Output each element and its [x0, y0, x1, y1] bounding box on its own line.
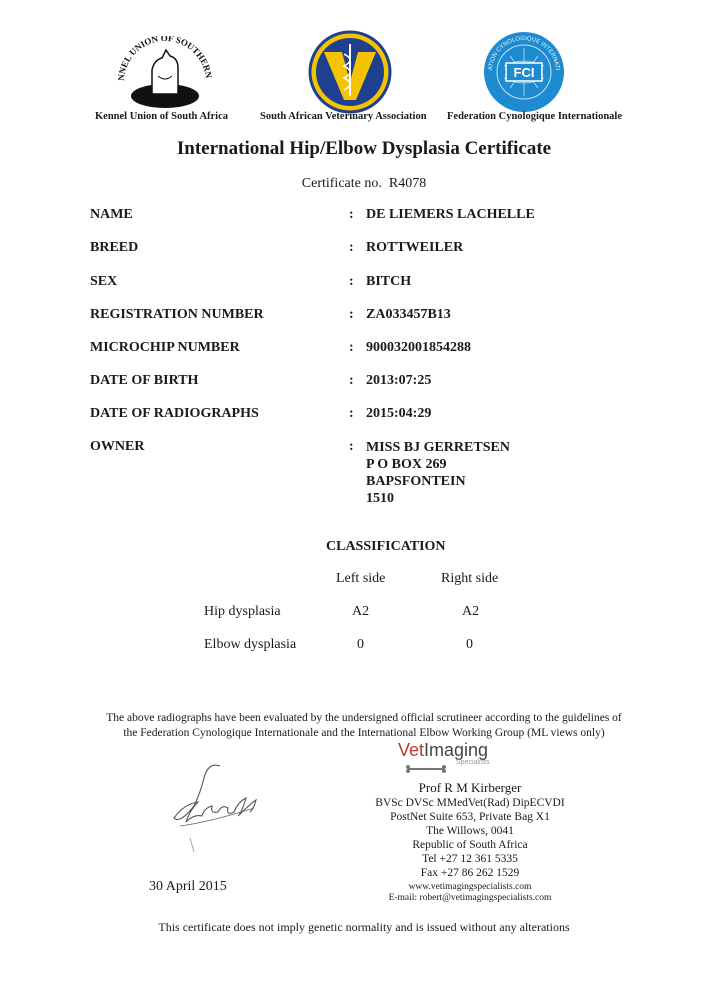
field-label-owner: OWNER	[90, 439, 145, 454]
field-label-breed: BREED	[90, 240, 139, 255]
vetimaging-logo-vet: Vet	[398, 740, 425, 760]
signature	[150, 760, 270, 855]
certificate-title: International Hip/Elbow Dysplasia Certificate	[176, 138, 552, 159]
classification-heading: CLASSIFICATION	[326, 539, 446, 554]
kusa-emblem-icon	[112, 36, 218, 110]
kusa-logo	[112, 36, 218, 110]
vet-name: Prof R M Kirberger	[418, 780, 522, 795]
fci-caption: Federation Cynologique Internationale	[447, 111, 622, 122]
field-value-registration: ZA033457B13	[366, 307, 451, 322]
field-label-date-of-radiographs: DATE OF RADIOGRAPHS	[90, 406, 259, 421]
vetimaging-logo-imaging: Imaging	[424, 740, 489, 760]
owner-name: MISS BJ GERRETSEN	[366, 440, 510, 455]
statement-line: The above radiographs have been evaluated by the undersigned official scrutineer according to the guidelines of	[106, 712, 622, 724]
field-value-breed: ROTTWEILER	[366, 240, 464, 255]
sava-caption: South African Veterinary Association	[260, 111, 427, 122]
column-header-left: Left side	[336, 571, 386, 586]
kusa-ring-text: NNEL UNION OF SOUTHERN	[115, 36, 214, 82]
vet-address-line: Republic of South Africa	[412, 839, 528, 851]
field-label-date-of-birth: DATE OF BIRTH	[90, 373, 199, 388]
vet-address-line: The Willows, 0041	[426, 825, 514, 837]
vet-address-line: PostNet Suite 653, Private Bag X1	[390, 811, 550, 823]
field-colon: :	[349, 240, 354, 255]
field-label-name: NAME	[90, 207, 133, 222]
bone-icon	[404, 760, 448, 766]
field-value-date-of-birth: 2013:07:25	[366, 373, 432, 388]
statement-line: the Federation Cynologique Internationale and the International Elbow Working Group (ML views only)	[123, 727, 605, 739]
field-label-microchip: MICROCHIP NUMBER	[90, 340, 240, 355]
hip-left-grade: A2	[352, 604, 370, 619]
field-label-sex: SEX	[90, 274, 118, 289]
field-colon: :	[349, 439, 354, 454]
field-value-sex: BITCH	[366, 274, 412, 289]
elbow-right-grade: 0	[466, 637, 473, 652]
field-colon: :	[349, 340, 354, 355]
vet-website: www.vetimagingspecialists.com	[408, 882, 532, 892]
vet-qualifications: BVSc DVSc MMedVet(Rad) DipECVDI	[375, 797, 565, 809]
owner-postcode: 1510	[366, 491, 394, 506]
date-signed: 30 April 2015	[149, 879, 227, 894]
disclaimer: This certificate does not imply genetic normality and is issued without any alterations	[158, 920, 570, 934]
certificate-number: Certificate no. R4078	[301, 176, 427, 191]
field-value-microchip: 900032001854288	[366, 340, 471, 355]
elbow-left-grade: 0	[357, 637, 364, 652]
row-label-hip: Hip dysplasia	[204, 604, 281, 619]
fci-emblem-icon	[482, 30, 566, 114]
vet-tel: Tel +27 12 361 5335	[422, 853, 518, 865]
vetimaging-logo-specialists: Specialists	[456, 759, 490, 766]
kusa-caption: Kennel Union of South Africa	[95, 111, 229, 122]
vet-fax: Fax +27 86 262 1529	[420, 867, 520, 879]
fci-badge-text: FCI	[513, 65, 535, 80]
field-label-registration: REGISTRATION NUMBER	[90, 307, 264, 322]
row-label-elbow: Elbow dysplasia	[204, 637, 297, 652]
owner-address-line: BAPSFONTEIN	[366, 474, 466, 489]
field-colon: :	[349, 307, 354, 322]
fci-ring-text: ATION CYNOLOGIQUE INTERNATI	[488, 35, 560, 71]
field-colon: :	[349, 207, 354, 222]
vetimaging-logo	[398, 740, 528, 774]
field-value-date-of-radiographs: 2015:04:29	[366, 406, 432, 421]
hip-right-grade: A2	[462, 604, 480, 619]
owner-address-line: P O BOX 269	[366, 457, 447, 472]
field-value-name: DE LIEMERS LACHELLE	[366, 207, 535, 222]
field-colon: :	[349, 373, 354, 388]
sava-emblem-icon	[308, 30, 392, 114]
field-colon: :	[349, 274, 354, 289]
fci-logo	[482, 30, 566, 114]
signature-scribble-icon	[150, 760, 270, 855]
vet-email: E-mail: robert@vetimagingspecialists.com	[388, 893, 552, 903]
field-colon: :	[349, 406, 354, 421]
sava-logo	[308, 30, 392, 114]
column-header-right: Right side	[441, 571, 499, 586]
